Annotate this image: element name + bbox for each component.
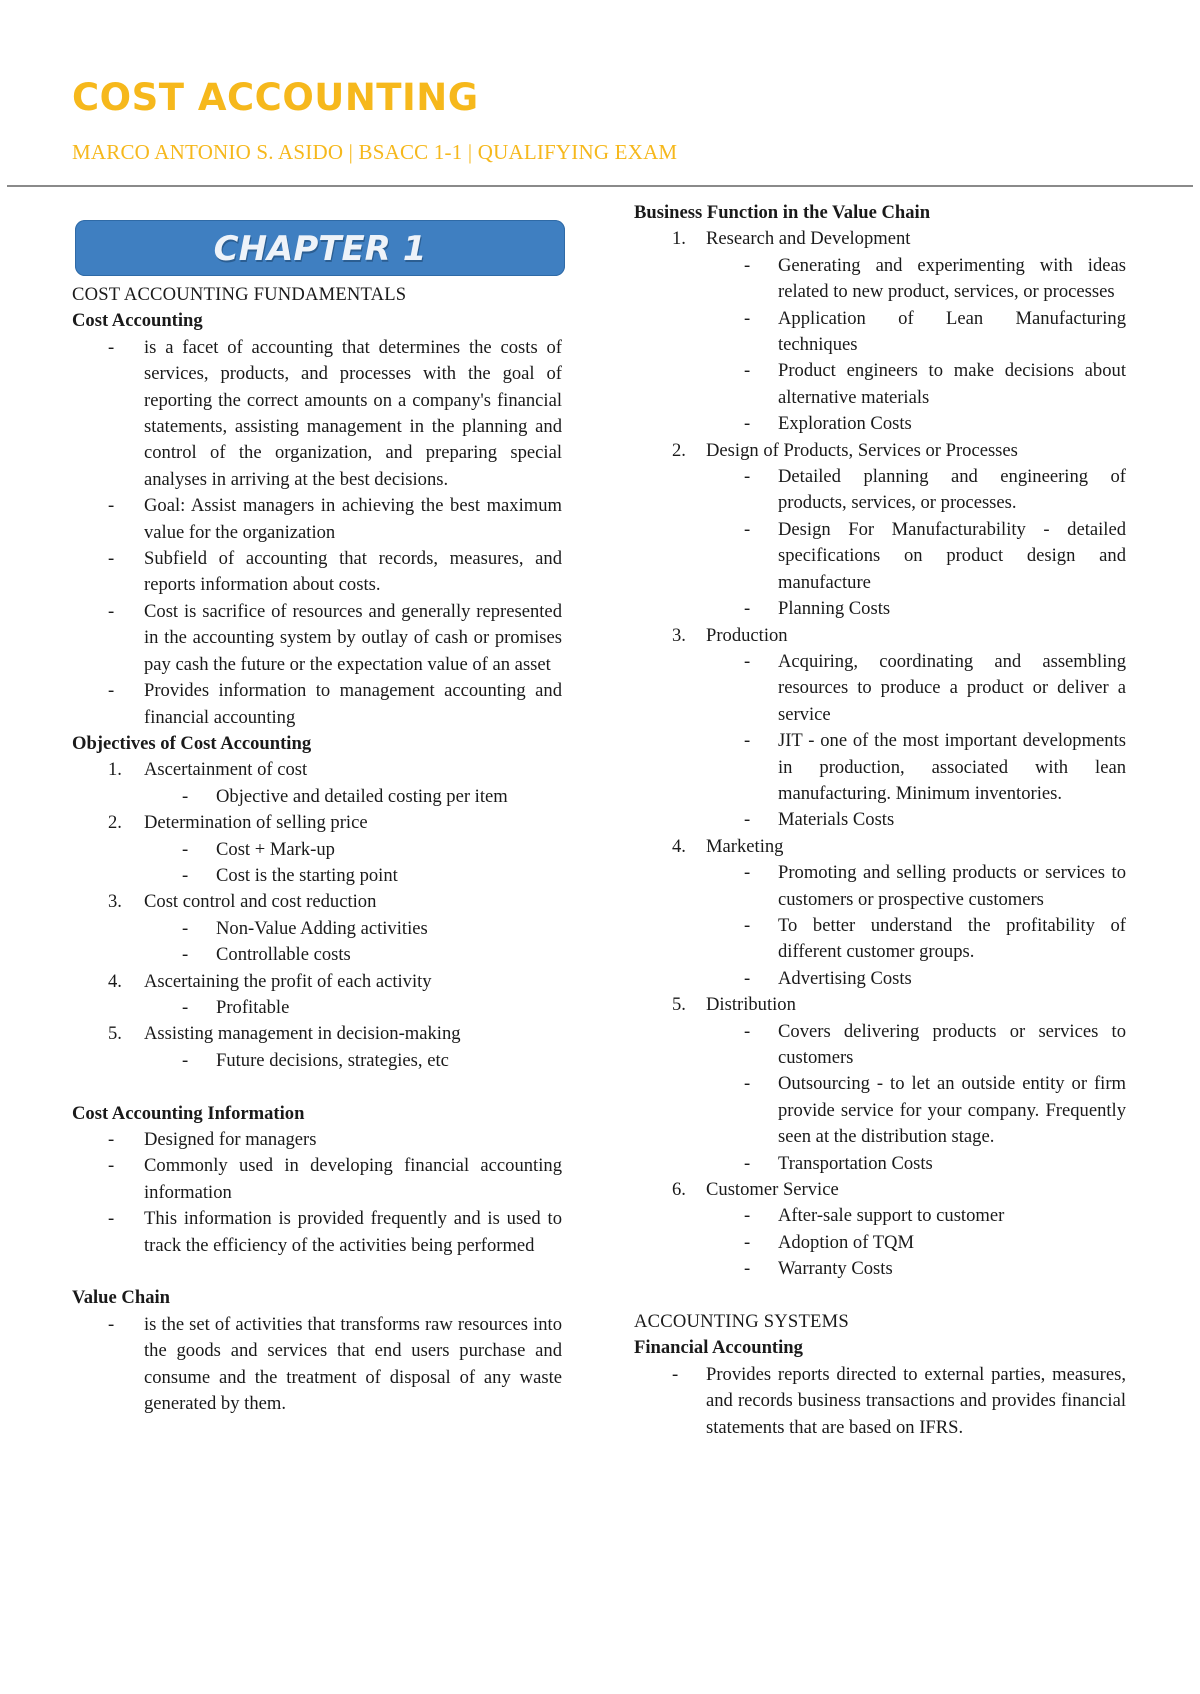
right-column (634, 200, 1126, 1441)
numbered-item (634, 226, 1126, 252)
list-item-text: Design of Products, Services or Processes (706, 439, 1018, 461)
list-item-text: Cost is sacrifice of resources and generally represented in the accounting system by outlay of cash or promises pay cash the future or the expectation value of an asset (144, 600, 562, 675)
list-item (72, 1312, 562, 1418)
list-marker: - (182, 917, 189, 939)
list-item-text: Provides information to management accounting and financial accounting (144, 680, 562, 728)
numbered-item (72, 757, 562, 783)
sub-item (634, 1203, 1126, 1229)
list-marker: - (744, 1258, 751, 1280)
list-item-text: Determination of selling price (144, 812, 368, 834)
heading-objectives: Objectives of Cost Accounting (72, 732, 312, 754)
list-marker: - (744, 466, 751, 488)
chapter-banner (75, 220, 565, 276)
list-marker: - (744, 254, 751, 276)
list-marker: 1. (672, 228, 686, 250)
list-marker: - (108, 336, 115, 358)
numbered-item (72, 969, 562, 995)
list-marker: 4. (108, 970, 122, 992)
list-marker: - (744, 862, 751, 884)
list-marker: - (744, 967, 751, 989)
list-marker: 1. (108, 759, 122, 781)
list-marker: - (108, 600, 115, 622)
list-marker: 5. (108, 1023, 122, 1045)
list-item-text: Adoption of TQM (778, 1231, 915, 1253)
financial-accounting-bullets (634, 1362, 1126, 1441)
sub-item (634, 860, 1126, 913)
list-item-text: Non-Value Adding activities (216, 917, 428, 939)
document-subtitle: MARCO ANTONIO S. ASIDO | BSACC 1-1 | QUALIFYING EXAM (72, 140, 678, 164)
list-item (72, 493, 562, 546)
numbered-item (72, 889, 562, 915)
list-marker: 3. (108, 891, 122, 913)
list-marker: - (182, 996, 189, 1018)
list-item-text: Commonly used in developing financial accounting information (144, 1155, 562, 1203)
sub-item (72, 784, 562, 810)
numbered-item (634, 623, 1126, 649)
list-item-text: To better understand the profitability of different customer groups. (778, 914, 1126, 963)
list-marker: - (744, 518, 751, 540)
list-item-text: Cost is the starting point (216, 864, 398, 886)
list-marker: - (744, 650, 751, 672)
sub-item (72, 995, 562, 1021)
list-item-text: This information is provided frequently and is used to track the efficiency of the activities being performed (144, 1208, 562, 1256)
list-item-text: Goal: Assist managers in achieving the best maximum value for the organization (144, 495, 562, 543)
header-divider (7, 185, 1193, 187)
value-chain-bullets (72, 1312, 562, 1418)
heading-cost-accounting: Cost Accounting (72, 310, 203, 332)
list-item (72, 546, 562, 599)
list-marker: - (108, 1313, 115, 1335)
sub-item (634, 1071, 1126, 1150)
list-item-text: is a facet of accounting that determines the costs of services, products, and processes with the goal of reporting the correct amounts on a company's financial statements, assisting management in the planning and control of the organization, and preparing special analyses in arriving at the best decisions. (144, 336, 562, 490)
list-marker: - (182, 944, 189, 966)
list-item-text: Provides reports directed to external parties, measures, and records business transactions and provides financial statements that are based on IFRS. (706, 1363, 1126, 1438)
list-marker: - (182, 838, 189, 860)
list-marker: - (744, 360, 751, 382)
numbered-item (634, 438, 1126, 464)
list-marker: - (182, 785, 189, 807)
left-column (72, 282, 562, 1417)
list-item-text: Planning Costs (778, 598, 891, 620)
sub-item (634, 306, 1126, 359)
list-item-text: Materials Costs (778, 809, 895, 831)
list-marker: - (744, 1231, 751, 1253)
list-marker: - (108, 1128, 115, 1150)
section-title-accounting-systems: ACCOUNTING SYSTEMS (634, 1311, 849, 1333)
list-item-text: Cost + Mark-up (216, 838, 335, 860)
list-marker: - (182, 864, 189, 886)
list-item-text: Research and Development (706, 228, 911, 250)
list-marker: - (744, 730, 751, 752)
numbered-item (634, 834, 1126, 860)
list-item-text: Assisting management in decision-making (144, 1023, 461, 1045)
sub-item (72, 863, 562, 889)
list-item (72, 335, 562, 493)
list-item-text: Generating and experimenting with ideas related to new product, services, or processes (778, 254, 1126, 303)
list-item (72, 1153, 562, 1206)
list-marker: 3. (672, 624, 686, 646)
list-marker: - (672, 1363, 679, 1385)
list-item-text: Objective and detailed costing per item (216, 785, 508, 807)
list-marker: - (744, 413, 751, 435)
list-item-text: is the set of activities that transforms raw resources into the goods and services that end users purchase and consume and the treatment of disposal of any waste generated by them. (144, 1313, 562, 1415)
sub-item (634, 1151, 1126, 1177)
chapter-label: CHAPTER 1 (213, 229, 427, 269)
sub-item (634, 649, 1126, 728)
list-item-text: Controllable costs (216, 944, 351, 966)
sub-item (634, 596, 1126, 622)
list-item-text: Transportation Costs (778, 1152, 933, 1174)
list-item (72, 678, 562, 731)
list-item-text: Design For Manufacturability - detailed specifications on product design and manufacture (778, 518, 1126, 593)
cost-accounting-bullets (72, 335, 562, 731)
list-marker: - (744, 598, 751, 620)
list-marker: - (744, 914, 751, 936)
list-marker: - (744, 809, 751, 831)
list-marker: - (108, 1208, 115, 1230)
list-item-text: Detailed planning and engineering of products, services, or processes. (778, 466, 1126, 514)
list-item-text: After-sale support to customer (778, 1205, 1005, 1227)
list-marker: - (744, 1073, 751, 1095)
list-item-text: Promoting and selling products or services to customers or prospective customers (778, 862, 1126, 910)
list-item-text: Cost control and cost reduction (144, 891, 377, 913)
list-marker: - (744, 1020, 751, 1042)
list-item-text: Future decisions, strategies, etc (216, 1049, 449, 1071)
sub-item (634, 411, 1126, 437)
list-marker: - (744, 1152, 751, 1174)
list-item-text: Marketing (706, 835, 784, 857)
heading-cost-accounting-information: Cost Accounting Information (72, 1102, 305, 1124)
list-marker: - (108, 1155, 115, 1177)
information-bullets (72, 1127, 562, 1259)
section-title-fundamentals: COST ACCOUNTING FUNDAMENTALS (72, 284, 407, 305)
list-item-text: Profitable (216, 996, 290, 1018)
sub-item (634, 966, 1126, 992)
numbered-item (72, 810, 562, 836)
list-item (634, 1362, 1126, 1441)
list-item-text: Covers delivering products or services to customers (778, 1020, 1126, 1068)
sub-item (634, 464, 1126, 517)
sub-item (72, 837, 562, 863)
sub-item (72, 916, 562, 942)
sub-item (634, 358, 1126, 411)
list-item (72, 1127, 562, 1153)
list-item (72, 599, 562, 678)
numbered-item (634, 992, 1126, 1018)
document-title: COST ACCOUNTING (72, 76, 479, 119)
sub-item (634, 807, 1126, 833)
heading-value-chain: Value Chain (72, 1287, 170, 1309)
list-marker: - (744, 307, 751, 329)
list-item-text: Subfield of accounting that records, measures, and reports information about costs. (144, 548, 562, 596)
sub-item (634, 1230, 1126, 1256)
list-item-text: Outsourcing - to let an outside entity or firm provide service for your company. Frequently seen at the distribution stage. (778, 1073, 1126, 1148)
sub-item (634, 728, 1126, 807)
list-item (72, 1206, 562, 1259)
list-marker: - (182, 1049, 189, 1071)
list-item-text: Production (706, 624, 788, 646)
list-item-text: JIT - one of the most important developments in production, associated with lean manufacturing. Minimum inventories. (778, 730, 1126, 804)
heading-business-function: Business Function in the Value Chain (634, 202, 931, 223)
list-marker: 5. (672, 994, 686, 1016)
list-item-text: Exploration Costs (778, 413, 912, 435)
sub-item (634, 517, 1126, 596)
heading-financial-accounting: Financial Accounting (634, 1337, 803, 1359)
sub-item (634, 1019, 1126, 1072)
sub-item (634, 253, 1126, 306)
list-marker: 2. (672, 439, 686, 461)
sub-item (634, 913, 1126, 966)
list-item-text: Product engineers to make decisions about alternative materials (778, 360, 1126, 408)
list-marker: 2. (108, 812, 122, 834)
sub-item (72, 1048, 562, 1074)
list-item-text: Advertising Costs (778, 967, 912, 989)
list-item-text: Designed for managers (144, 1128, 317, 1150)
list-item-text: Acquiring, coordinating and assembling resources to produce a product or deliver a service (778, 650, 1126, 725)
list-item-text: Customer Service (706, 1179, 839, 1201)
numbered-item (634, 1177, 1126, 1203)
list-marker: 6. (672, 1179, 686, 1201)
list-marker: 4. (672, 835, 686, 857)
list-item-text: Warranty Costs (778, 1258, 893, 1280)
sub-item (634, 1256, 1126, 1282)
list-marker: - (108, 495, 115, 517)
sub-item (72, 942, 562, 968)
list-item-text: Ascertaining the profit of each activity (144, 970, 432, 992)
list-marker: - (108, 680, 115, 702)
list-item-text: Distribution (706, 994, 796, 1016)
list-marker: - (108, 548, 115, 570)
list-marker: - (744, 1205, 751, 1227)
list-item-text: Ascertainment of cost (144, 759, 308, 781)
list-item-text: Application of Lean Manufacturing techniques (778, 307, 1126, 356)
numbered-item (72, 1021, 562, 1047)
business-function-list (634, 226, 1126, 1282)
objectives-list (72, 757, 562, 1074)
